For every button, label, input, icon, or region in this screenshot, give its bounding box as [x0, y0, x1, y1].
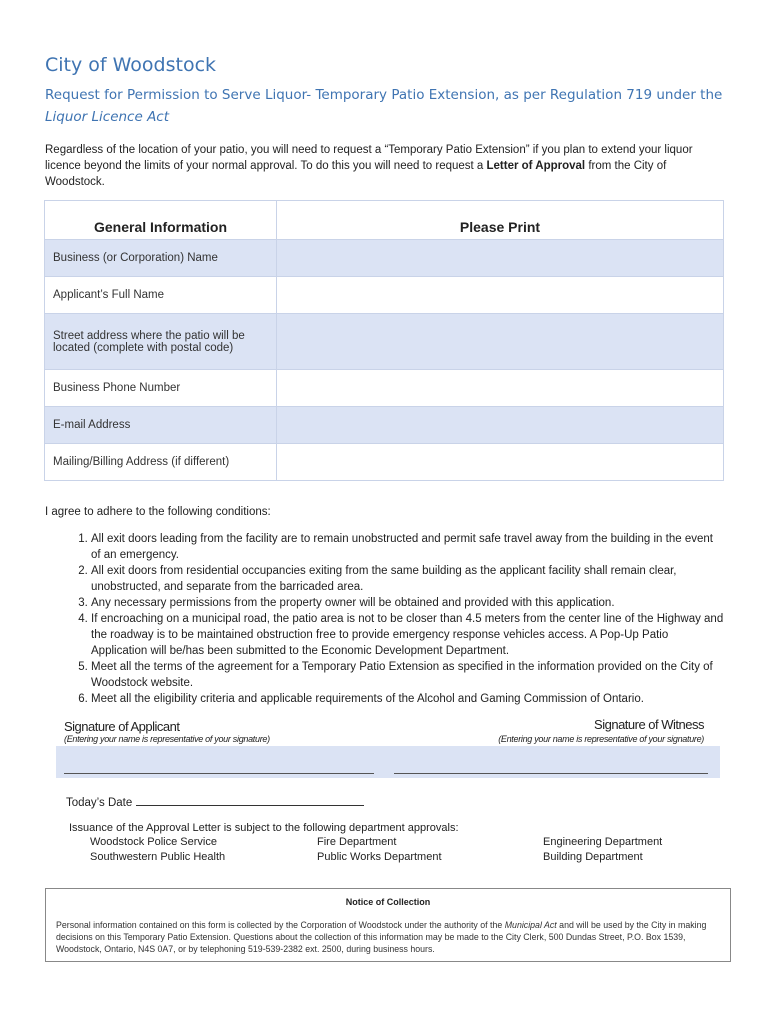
page-subtitle	[45, 84, 735, 128]
intro-text-end: from the City of Woodstock.	[45, 160, 667, 188]
phone-label: Business Phone Number	[45, 370, 277, 407]
witness-signature-line[interactable]	[394, 773, 708, 774]
table-row	[45, 444, 724, 481]
col-header-please-print: Please Print	[277, 201, 724, 240]
dept-building: Building Department	[543, 851, 643, 863]
dept-engineering: Engineering Department	[543, 836, 663, 848]
notice-text: Personal information contained on this form is collected by the Corporation of Woodstock under the authority of the	[56, 920, 505, 930]
subtitle-act: Liquor Licence Act	[45, 109, 170, 125]
dept-fire: Fire Department	[317, 836, 397, 848]
list-item: 2. All exit doors from residential occupancies exiting from the same building as the applicant facility shall remain clear, unobstructed, and separate from the barricaded area.	[91, 563, 725, 595]
list-item: 6. Meet all the eligibility criteria and applicable requirements of the Alcohol and Gaming Commission of Ontario.	[91, 691, 725, 707]
witness-signature-label: Signature of Witness	[594, 717, 704, 732]
table-row	[45, 407, 724, 444]
dept-public-health: Southwestern Public Health	[90, 851, 226, 863]
approvals-lead: Issuance of the Approval Letter is subject to the following department approvals:	[69, 822, 459, 834]
subtitle-main: Request for Permission to Serve Liquor- Temporary Patio Extension, as per Regulation 719 under the	[45, 87, 723, 103]
table-row	[45, 314, 724, 370]
street-address-label: Street address where the patio will be located (complete with postal code)	[45, 314, 277, 370]
dept-police: Woodstock Police Service	[90, 836, 217, 848]
mailing-address-field[interactable]	[277, 444, 724, 481]
date-field[interactable]	[136, 795, 364, 806]
page-title: City of Woodstock	[45, 54, 217, 76]
business-name-field[interactable]	[277, 240, 724, 277]
applicant-name-label: Applicant’s Full Name	[45, 277, 277, 314]
email-label: E-mail Address	[45, 407, 277, 444]
email-field[interactable]	[277, 407, 724, 444]
intro-paragraph	[45, 142, 725, 190]
conditions-list	[45, 531, 725, 707]
general-information-table	[44, 200, 724, 481]
intro-text: Regardless of the location of your patio, you will need to request a “Temporary Patio Extension” if you plan to extend your liquor licence beyond the limits of your normal approval. To do this you will need to request a	[45, 144, 693, 172]
todays-date	[66, 795, 364, 809]
list-item: 3. Any necessary permissions from the property owner will be obtained and provided with this application.	[91, 595, 725, 611]
table-row	[45, 370, 724, 407]
table-row	[45, 277, 724, 314]
table-row	[45, 240, 724, 277]
phone-field[interactable]	[277, 370, 724, 407]
notice-of-collection-box	[45, 888, 731, 962]
street-address-field[interactable]	[277, 314, 724, 370]
applicant-name-field[interactable]	[277, 277, 724, 314]
notice-body	[56, 919, 722, 955]
notice-title: Notice of Collection	[345, 897, 431, 907]
list-item: 1. All exit doors leading from the facility are to remain unobstructed and permit safe travel away from the building in the event of an emergency.	[91, 531, 725, 563]
list-item: 5. Meet all the terms of the agreement for a Temporary Patio Extension as specified in the information provided on the City of Woodstock website.	[91, 659, 725, 691]
witness-signature-hint: (Entering your name is representative of your signature)	[498, 734, 704, 744]
business-name-label: Business (or Corporation) Name	[45, 240, 277, 277]
date-label: Today’s Date	[66, 797, 133, 809]
col-header-general: General Information	[45, 201, 277, 240]
mailing-address-label: Mailing/Billing Address (if different)	[45, 444, 277, 481]
applicant-signature-line[interactable]	[64, 773, 374, 774]
list-item: 4. If encroaching on a municipal road, the patio area is not to be closer than 4.5 meters from the center line of the Highway and the roadway is to be maintained obstruction free to provide emergency response vehicles access. A Pop-Up Patio Application will be/has been submitted to the Economic Development Department.	[91, 611, 725, 659]
intro-bold: Letter of Approval	[486, 160, 586, 172]
applicant-signature-label: Signature of Applicant	[64, 719, 180, 734]
notice-text-end: and will be used by the City in making decisions on this Temporary Patio Extension. Questions about the collection of this information may be made to the City Clerk, 500 Dundas Street, P.O. Box 1539, Woodstock, Ontario, N4S 0A7, or by telephoning 519-539-2382 ext. 2500, during business hours.	[56, 920, 707, 954]
notice-act: Municipal Act	[504, 920, 557, 930]
dept-public-works: Public Works Department	[317, 851, 442, 863]
applicant-signature-hint: (Entering your name is representative of your signature)	[64, 734, 270, 744]
conditions-lead: I agree to adhere to the following conditions:	[45, 506, 271, 518]
